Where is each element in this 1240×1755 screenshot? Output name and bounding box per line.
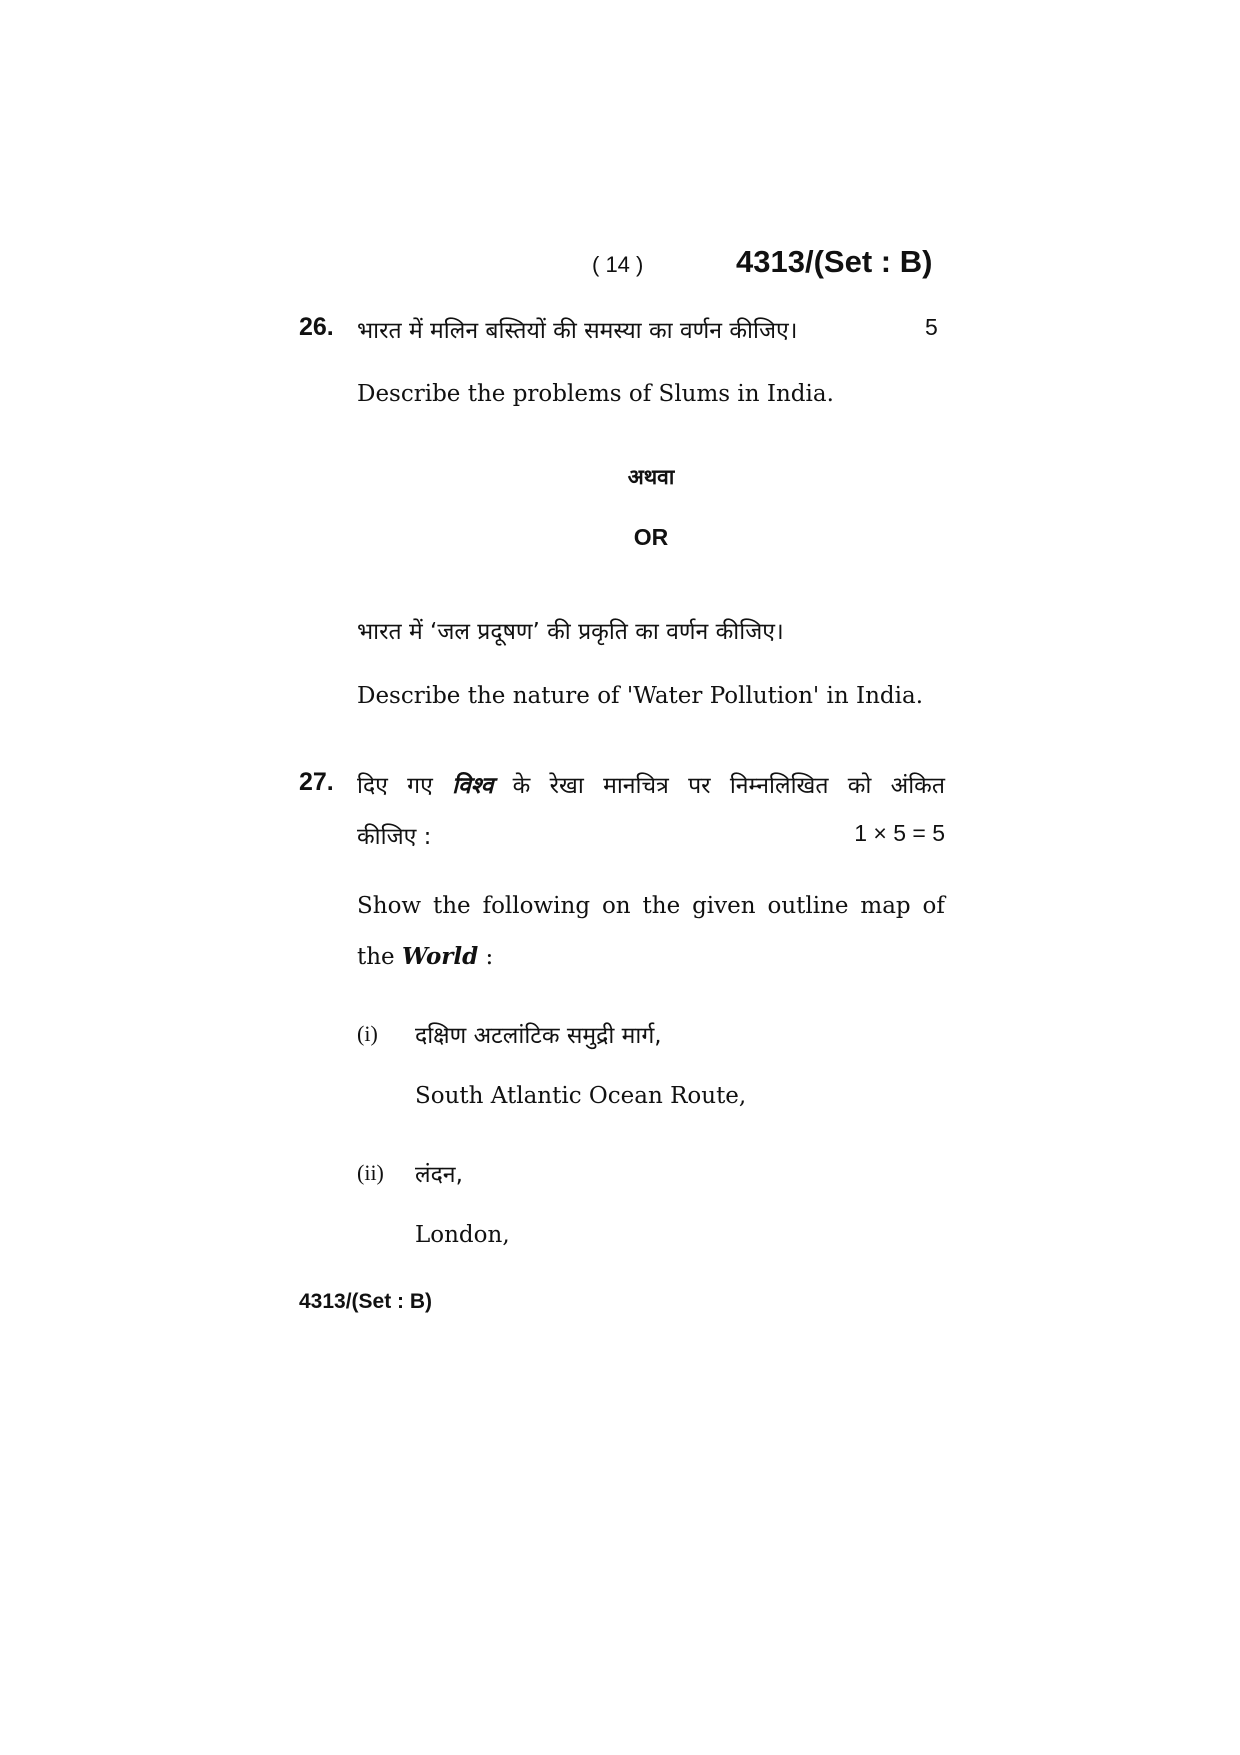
question-26-marks: 5 <box>925 314 938 340</box>
question-27-marks: 1 × 5 = 5 <box>854 820 945 846</box>
q27-hindi-word-world: विश्व <box>452 773 494 799</box>
q27-hindi-word: निम्नलिखित <box>729 773 829 799</box>
question-27-hindi-line2: कीजिए : <box>357 824 432 850</box>
q27-english-word: following <box>482 893 591 919</box>
q27-english-word: the <box>433 893 471 919</box>
q27-hindi-word: मानचित्र <box>603 773 669 799</box>
q27-english-world: World <box>401 943 479 970</box>
q27-english-word: the <box>642 893 681 919</box>
paper-code-header: 4313/(Set : B) <box>736 244 933 279</box>
paper-code-footer: 4313/(Set : B) <box>299 1290 433 1313</box>
page-number: ( 14 ) <box>592 252 644 277</box>
q27-hindi-word: रेखा <box>549 773 584 799</box>
q27-english-word: Show <box>357 893 422 919</box>
item-2-hindi: लंदन, <box>415 1162 463 1188</box>
question-26-hindi: भारत में मलिन बस्तियों की समस्या का वर्णन कीजिए। <box>357 318 798 344</box>
q27-english-prefix: the <box>357 944 395 970</box>
q27-english-suffix: : <box>478 944 494 970</box>
item-1-label: (i) <box>357 1021 378 1046</box>
question-26-alt-english: Describe the nature of 'Water Pollution' in India. <box>357 683 924 709</box>
or-hindi: अथवा <box>627 465 675 489</box>
question-27-number: 27. <box>299 768 334 796</box>
q27-english-word: map <box>860 893 911 919</box>
q27-english-word: outline <box>767 893 849 919</box>
question-27-english-line1 <box>357 893 945 919</box>
q27-english-word: of <box>922 893 945 919</box>
item-1-english: South Atlantic Ocean Route, <box>415 1083 747 1109</box>
q27-hindi-word: अंकित <box>890 773 945 799</box>
q27-hindi-word: के <box>512 773 531 799</box>
q27-hindi-word: दिए <box>357 773 388 799</box>
q27-hindi-word: पर <box>688 773 711 799</box>
question-26-number: 26. <box>299 313 334 341</box>
item-2-label: (ii) <box>357 1160 384 1185</box>
item-2-english: London, <box>415 1222 510 1248</box>
or-english: OR <box>633 524 669 550</box>
q27-hindi-word: को <box>847 773 872 799</box>
item-1-hindi: दक्षिण अटलांटिक समुद्री मार्ग, <box>415 1023 662 1049</box>
question-27-hindi-line1 <box>357 768 945 800</box>
q27-english-word: on <box>601 893 631 919</box>
q27-english-word: given <box>692 893 756 919</box>
question-26-alt-hindi: भारत में ‘जल प्रदूषण’ की प्रकृति का वर्णन कीजिए। <box>357 619 784 645</box>
q27-hindi-word: गए <box>407 773 433 799</box>
question-26-english: Describe the problems of Slums in India. <box>357 381 834 407</box>
question-27-english-line2 <box>357 943 493 970</box>
